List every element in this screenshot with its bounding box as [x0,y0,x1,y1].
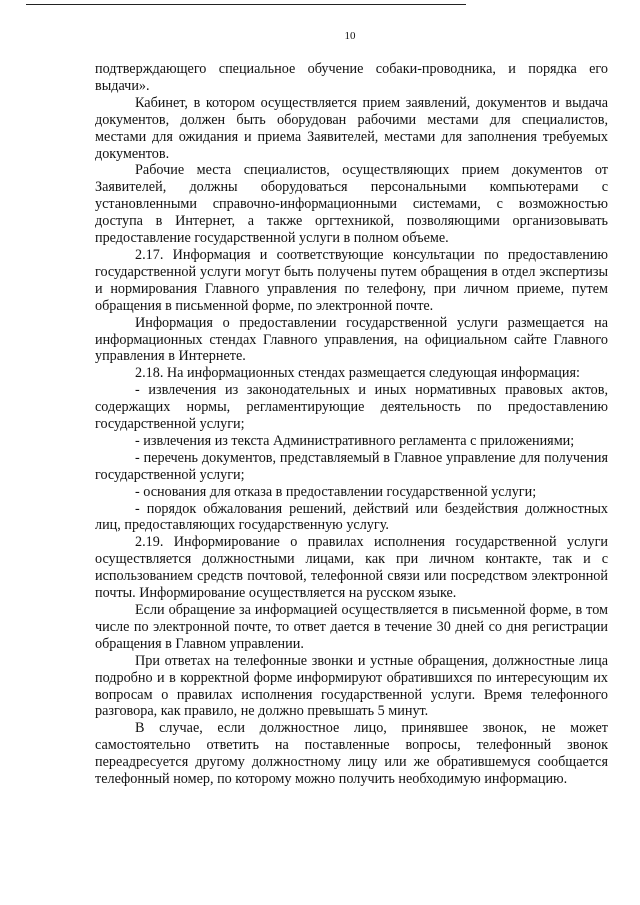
paragraph: - основания для отказа в предоставлении государственной услуги; [135,483,537,500]
paragraph: 2.18. На информационных стендах размещается следующая информация: [135,365,580,382]
paragraph: - извлечения из текста Административного регламента с приложениями; [135,432,575,449]
paragraph: подтверждающего специальное обучение собаки-проводника, и порядка его выдачи». [95,61,608,94]
paragraph: В случае, если должностное лицо, принявшее звонок, не может самостоятельно ответить на поставленные вопросы, телефонный звонок переадресуется другому должностному лицу или же обратившемуся сообщается телефонный номер, по которому можно получить необходимую информацию. [95,720,608,788]
paragraph: При ответах на телефонные звонки и устные обращения, должностные лица подробно и в корректной форме информируют обратившихся по интересующим их вопросам о правилах исполнения государственной услуги. Время телефонного разговора, как правило, не должно превышать 5 минут. [95,652,608,720]
top-border-line [26,4,466,5]
page-number: 10 [344,30,356,42]
paragraph: Информация о предоставлении государственной услуги размещается на информационных стендах Главного управления, на официальном сайте Главного управления в Интернете. [95,314,608,365]
paragraph: 2.17. Информация и соответствующие консультации по предоставлению государственной услуги могут быть получены путем обращения в отдел экспертизы и нормирования Главного управления по телефону, при личном приеме, путем обращения в письменной форме, по электронной почте. [95,246,608,314]
paragraph: 2.19. Информирование о правилах исполнения государственной услуги осуществляется должностными лицами, как при личном контакте, так и с использованием средств почтовой, телефонной связи или посредством электронной почты. Информирование осуществляется на русском языке. [95,534,608,602]
paragraph: Рабочие места специалистов, осуществляющих прием документов от Заявителей, должны оборудоваться персональными компьютерами с установленными справочно-информационными системами, с возможностью доступа в Интернет, а также оргтехникой, позволяющими организовывать предоставление государственной услуги в полном объеме. [95,162,608,247]
paragraph: - извлечения из законодательных и иных нормативных правовых актов, содержащих нормы, регламентирующие деятельность по предоставлению государственной услуги; [95,382,608,433]
paragraph: Если обращение за информацией осуществляется в письменной форме, в том числе по электронной почте, то ответ дается в течение 30 дней со дня регистрации обращения в Главном управлении. [95,602,608,652]
document-body [95,61,608,788]
paragraph: - порядок обжалования решений, действий или бездействия должностных лиц, предоставляющих государственную услугу. [95,500,608,534]
paragraph: - перечень документов, представляемый в Главное управление для получения государственной услуги; [95,449,608,483]
paragraph: Кабинет, в котором осуществляется прием заявлений, документов и выдача документов, должен быть оборудован рабочими местами для специалистов, местами для ожидания и приема Заявителей, местами для заполнения требуемых документов. [95,94,608,162]
